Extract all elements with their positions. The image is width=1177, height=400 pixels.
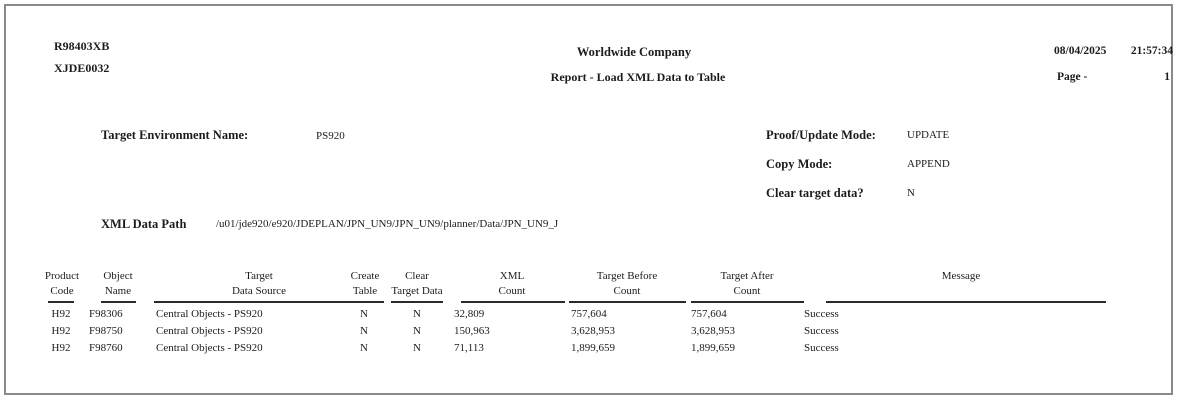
report-title: Report - Load XML Data to Table [550, 70, 726, 84]
proof-update-mode-label: Proof/Update Mode: [766, 128, 876, 142]
cell-product-code: H92 [51, 325, 71, 337]
col-header-create-table: Table [352, 285, 378, 297]
cell-target-after-count: 1,899,659 [691, 342, 735, 354]
cell-clear-target-data: N [413, 325, 421, 337]
cell-message: Success [804, 308, 839, 320]
cell-target-before-count: 1,899,659 [571, 342, 615, 354]
col-header-xml-count: Count [498, 285, 526, 297]
cell-xml-count: 71,113 [454, 342, 484, 354]
cell-target-data-source: Central Objects - PS920 [156, 325, 263, 337]
clear-target-data-value: N [907, 187, 915, 199]
col-underline-target-before-count [569, 301, 686, 303]
cell-clear-target-data: N [413, 342, 421, 354]
xml-data-path-label: XML Data Path [101, 217, 187, 231]
report-id: R98403XB [54, 39, 110, 53]
col-header-clear-target-data: Target Data [391, 285, 443, 297]
col-header-target-data-source: Data Source [231, 285, 287, 297]
report-time: 21:57:34 [1130, 45, 1173, 57]
page-number: 1 [1164, 71, 1170, 83]
target-environment-label: Target Environment Name: [101, 128, 249, 142]
col-underline-target-data-source [154, 301, 364, 303]
target-environment-value: PS920 [316, 130, 345, 142]
col-header-object-name: Name [104, 285, 132, 297]
cell-target-before-count: 757,604 [571, 308, 607, 320]
cell-product-code: H92 [51, 308, 71, 320]
cell-target-data-source: Central Objects - PS920 [156, 342, 263, 354]
col-header-target-before-count: Count [613, 285, 641, 297]
page-border [4, 4, 1173, 395]
cell-target-after-count: 757,604 [691, 308, 727, 320]
cell-create-table: N [360, 342, 368, 354]
report-version: XJDE0032 [54, 61, 110, 75]
col-header-xml-count: XML [499, 270, 525, 282]
col-underline-target-after-count [691, 301, 804, 303]
col-underline-object-name [101, 301, 136, 303]
report-page [6, 6, 1171, 393]
cell-clear-target-data: N [413, 308, 421, 320]
col-header-target-after-count: Target After [720, 270, 774, 282]
col-underline-product-code [48, 301, 74, 303]
cell-target-data-source: Central Objects - PS920 [156, 308, 263, 320]
cell-product-code: H92 [51, 342, 71, 354]
report-date: 08/04/2025 [1054, 45, 1107, 57]
company-name: Worldwide Company [576, 45, 692, 59]
col-header-target-after-count: Count [733, 285, 761, 297]
cell-object-name: F98760 [89, 342, 123, 354]
cell-xml-count: 150,963 [454, 325, 490, 337]
col-header-create-table: Create [350, 270, 380, 282]
copy-mode-label: Copy Mode: [766, 157, 833, 171]
col-underline-message [826, 301, 1106, 303]
copy-mode-value: APPEND [907, 158, 950, 170]
col-header-product-code: Product [44, 270, 80, 282]
cell-xml-count: 32,809 [454, 308, 485, 320]
col-header-target-data-source: Target [245, 270, 273, 282]
cell-message: Success [804, 342, 839, 354]
col-underline-clear-target-data [391, 301, 443, 303]
col-underline-create-table [344, 301, 384, 303]
results-table [6, 6, 1171, 393]
cell-object-name: F98750 [89, 325, 123, 337]
cell-object-name: F98306 [89, 308, 123, 320]
col-header-object-name: Object [103, 270, 133, 282]
col-header-product-code: Code [50, 285, 74, 297]
col-header-clear-target-data: Clear [405, 270, 429, 282]
cell-create-table: N [360, 325, 368, 337]
cell-target-before-count: 3,628,953 [571, 325, 615, 337]
xml-data-path-value: /u01/jde920/e920/JDEPLAN/JPN_UN9/JPN_UN9/planner/Data/JPN_UN9_J [216, 218, 559, 230]
col-underline-xml-count [461, 301, 565, 303]
clear-target-data-label: Clear target data? [766, 186, 864, 200]
col-header-message: Message [941, 270, 981, 282]
cell-create-table: N [360, 308, 368, 320]
proof-update-mode-value: UPDATE [907, 129, 950, 141]
page-label: Page - [1057, 71, 1088, 83]
cell-target-after-count: 3,628,953 [691, 325, 735, 337]
col-header-target-before-count: Target Before [596, 270, 658, 282]
cell-message: Success [804, 325, 839, 337]
